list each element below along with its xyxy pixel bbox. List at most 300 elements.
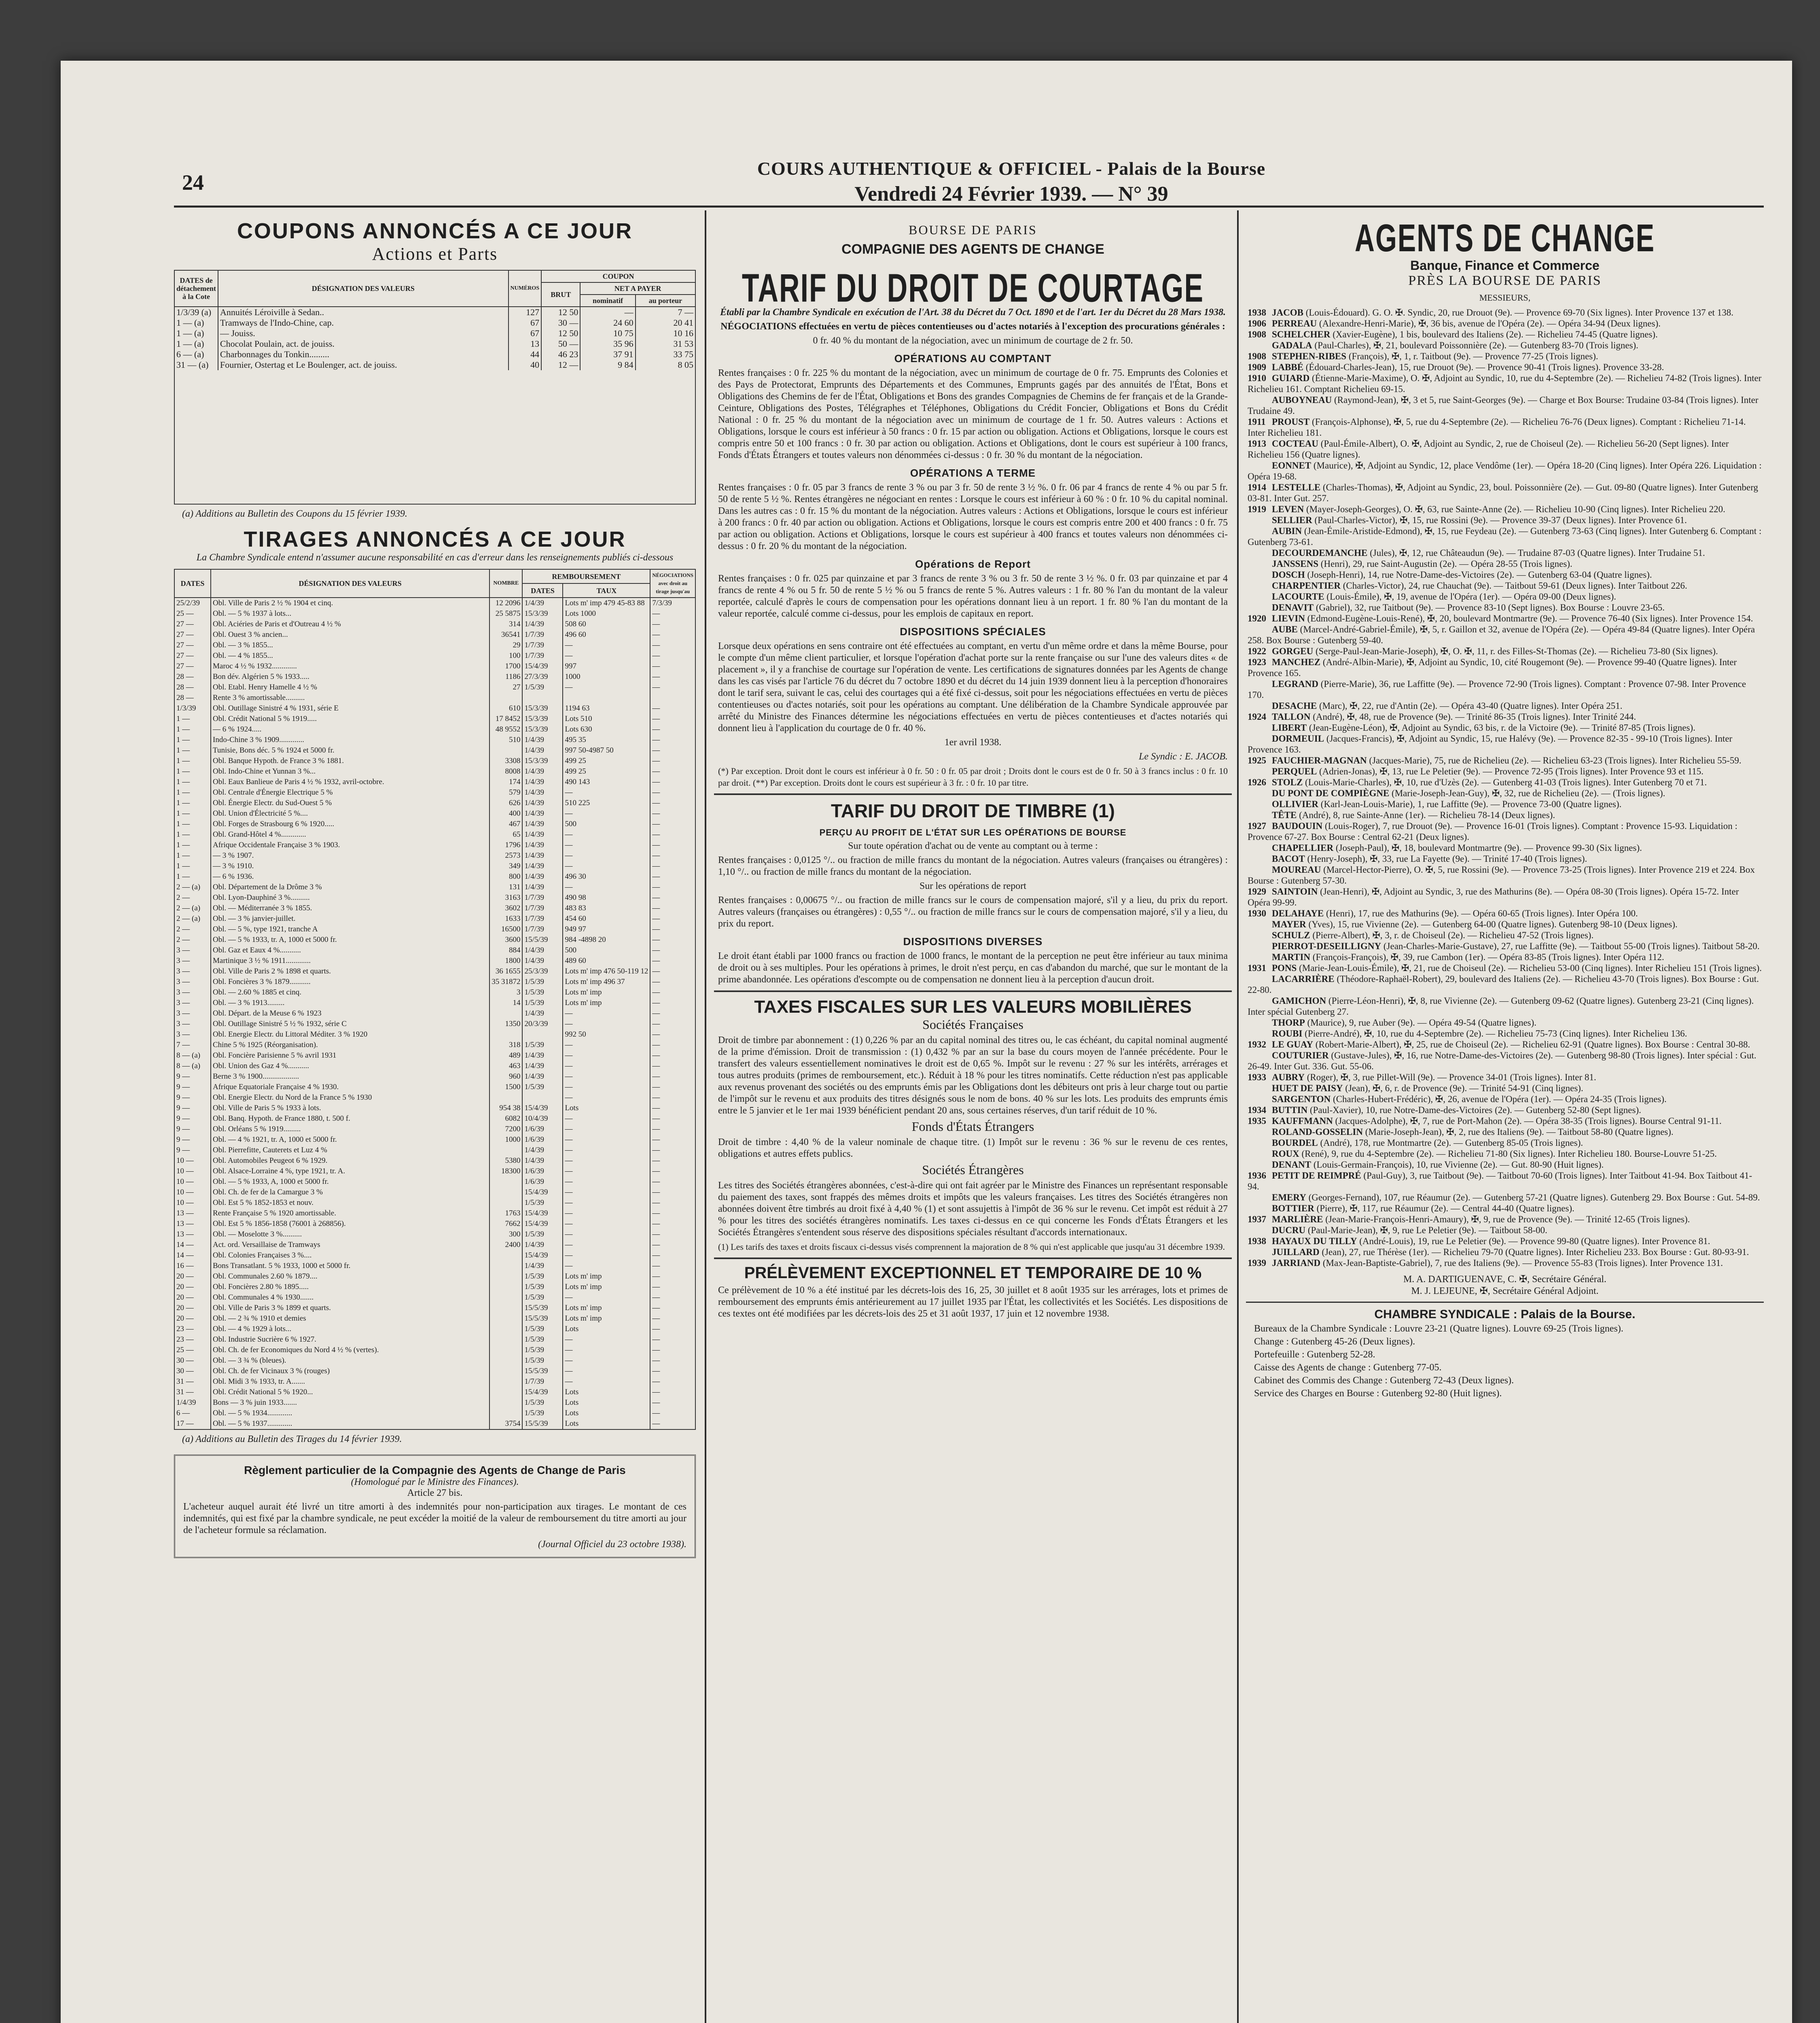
tirage-nego: — [650,914,695,924]
tirage-nombre: 610 [489,703,522,714]
tirage-nombre [489,1408,522,1419]
tirage-nego: — [650,1408,695,1419]
tirage-date: 1 — [174,872,211,882]
agent-name: BAUDOUIN [1272,821,1323,831]
tirage-taux: 500 [563,819,650,829]
tirage-taux: Lots 630 [563,724,650,735]
tirage-designation: Obl. — 5 % 1937 à lots... [211,609,489,619]
tirage-nego: — [650,1376,695,1387]
tirage-nego: — [650,872,695,882]
agent-details: (Édouard-Charles-Jean), 15, rue Drouot (9e). — Provence 90-41 (Trois lignes). Provence 33-28. [1305,362,1664,372]
tirage-date: 27 — [174,630,211,640]
agent-details: (Charles-Hubert-Frédéric), ✠, 26, avenue de l'Opéra (1er). — Opéra 24-35 (Trois lignes). [1333,1094,1667,1104]
tirage-nego: — [650,1103,695,1113]
agent-details: (Paul-Xavier), 10, rue Notre-Dame-des-Victoires (2e). — Gutenberg 52-80 (Sept lignes). [1309,1105,1641,1115]
coupons-subtitle: Actions et Parts [372,244,498,264]
tirage-remb-date: 1/5/39 [522,1040,563,1050]
tirage-remb-date: 1/7/39 [522,640,563,651]
tirage-designation: Obl. Banq. Hypoth. de France 1880, t. 500 f. [211,1113,489,1124]
agent-entry [1248,777,1762,788]
agent-year: 1911 [1248,417,1266,427]
timbre-text2: Rentes françaises : 0,00675 °/.. ou fraction de mille francs sur le cours de compensation majoré, s'il y a lieu, du prix du report. Autres valeurs (françaises ou étrangères) : 0,55 °/.. ou fraction de mille francs sur le cours de compensation majoré, s'il y a lieu, du prix du report. [718,895,1228,929]
tirage-nombre: 2573 [489,850,522,861]
agent-entry [1248,1137,1762,1148]
coupons-footnote: (a) Additions au Bulletin des Coupons du 15 février 1939. [174,504,696,524]
table-row [174,1166,695,1177]
tirage-date: 25/2/39 [174,598,211,609]
agent-name: EMERY [1272,1192,1306,1202]
agent-entry [1248,1192,1762,1203]
table-row [174,850,695,861]
agent-details: (Jacques-Adolphe), ✠, 7, rue de Port-Mahon (2e). — Opéra 38-35 (Trois lignes). Bourse Central 91-11. [1335,1116,1722,1126]
agents-adjoint: M. J. LEJEUNE, ✠, Secrétaire Général Adjoint. [1411,1286,1599,1296]
agent-name: SCHULZ [1272,930,1310,940]
tirage-nego: — [650,1282,695,1292]
tirage-taux: — [563,1355,650,1366]
tirage-remb-date: 15/5/39 [522,1419,563,1429]
agent-year: 1908 [1248,329,1266,339]
agent-details: (Marc), ✠, 22, rue d'Antin (2e). — Opéra 43-40 (Quatre lignes). Inter Opéra 251. [1319,701,1623,711]
tirage-remb-date: 1/4/39 [522,1008,563,1019]
table-row [174,798,695,808]
tirage-taux: 490 98 [563,893,650,903]
tirage-nombre: 3 [489,987,522,998]
agent-details: (Alexandre-Henri-Marie), ✠, 36 bis, avenue de l'Opéra (2e). — Opéra 34-94 (Deux lignes). [1319,318,1661,329]
tirage-remb-date: 1/5/39 [522,1355,563,1366]
tirage-taux: — [563,1376,650,1387]
agent-details: (Marcel-André-Gabriel-Émile), ✠, 5, r. Gaillon et 32, avenue de l'Opéra (2e). — Opéra 49-84 (Quatre lignes). Inter Opéra 258. Box Bourse : Gutenberg 59-40. [1248,624,1755,645]
agent-name: AUBE [1272,624,1298,634]
tirage-nombre: 626 [489,798,522,808]
tirage-taux: 997 [563,661,650,672]
agent-year: 1938 [1248,307,1266,318]
tirage-remb-date: 25/3/39 [522,966,563,977]
tirage-taux: — [563,1250,650,1261]
tirage-nego: — [650,893,695,903]
agent-entry [1248,646,1762,657]
timbre-subtitle: PERÇU AU PROFIT DE L'ÉTAT SUR LES OPÉRATIONS DE BOURSE [819,827,1127,838]
tirage-date: 27 — [174,640,211,651]
tirage-nego: — [650,651,695,661]
coupon-designation: Fournier, Ostertag et Le Boulenger, act. de jouiss. [218,360,508,370]
agent-entry [1248,438,1762,460]
tirage-nombre: 14 [489,998,522,1008]
tirage-remb-date: 1/5/39 [522,1397,563,1408]
tirage-remb-date: 15/3/39 [522,724,563,735]
coupon-brut: 12 50 [541,328,580,339]
agent-year: 1926 [1248,777,1266,787]
prelevement-text: Ce prélèvement de 10 % a été institué par les décrets-lois des 16, 25, 30 juillet et 8 août 1935 sur les arrérages, lots et primes de remboursement des emprunts émis antérieurement au 17 juillet 1935 par l'État, les collectivités et les Sociétés. Les dispositions de ces textes ont été modifiées par les décrets-lois des 25 et 31 août 1937, 17 juin et 12 novembre 1938. [718,1285,1228,1319]
table-row [174,1313,695,1324]
tirage-nego: — [650,1019,695,1029]
tirage-date: 14 — [174,1240,211,1250]
agent-entry [1248,853,1762,864]
tirage-nombre: 349 [489,861,522,872]
tirage-designation: — 3 % 1910. [211,861,489,872]
timbre-text1: Rentes françaises : 0,0125 °/.. ou fraction de mille francs du montant de la négociation. Autres valeurs (françaises ou étrangères) : 1,10 °/.. ou fraction de mille francs du montant de la négociation. [718,855,1228,877]
agent-name: BOTTIER [1272,1203,1314,1213]
tirage-designation: Obl. Ch. de fer Economiques du Nord 4 ½ % (vertes). [211,1345,489,1355]
tirage-nombre: 8008 [489,766,522,777]
agent-name: LE GUAY [1272,1039,1314,1050]
agent-name: MOUREAU [1272,865,1321,875]
tirage-nego: — [650,829,695,840]
table-row [174,609,695,619]
coupon-date: 31 — (a) [174,360,218,370]
tirage-date: 3 — [174,998,211,1008]
agent-entry [1248,482,1762,504]
tirage-taux: 499 25 [563,766,650,777]
tirage-taux: — [563,1008,650,1019]
comptant-title: OPÉRATIONS AU COMPTANT [894,352,1052,365]
tirage-date: 20 — [174,1282,211,1292]
tirage-nombre: 579 [489,787,522,798]
tirage-nombre: 1633 [489,914,522,924]
col-tirages-rdates: DATES [522,583,563,598]
agent-details: (Max-Jean-Baptiste-Gabriel), 7, rue des Italiens (9e). — Provence 55-83 (Trois lignes). Inter Provence 131. [1322,1258,1723,1268]
agent-details: (André), ✠, 48, rue de Provence (9e). — Trinité 86-35 (Trois lignes). Inter Trinité 244. [1313,712,1636,722]
tirage-nombre: 36 1655 [489,966,522,977]
table-row [174,872,695,882]
agent-details: (Louis-Émile), ✠, 19, avenue de l'Opéra (1er). — Opéra 09-00 (Deux lignes). [1326,592,1617,602]
coupon-designation: Chocolat Poulain, act. de jouiss. [218,339,508,349]
tirage-taux: — [563,1366,650,1376]
tirage-date: 28 — [174,682,211,693]
tirage-remb-date: 1/7/39 [522,1376,563,1387]
tirage-taux: Lots 1000 [563,609,650,619]
agent-year: 1935 [1248,1116,1266,1126]
col-porteur: au porteur [636,295,695,307]
tirage-nego: — [650,703,695,714]
tirage-nombre [489,1008,522,1019]
tirage-nombre: 1500 [489,1082,522,1092]
tirage-date: 3 — [174,956,211,966]
tirage-remb-date: 1/5/39 [522,1408,563,1419]
tirage-date: 13 — [174,1208,211,1219]
taxes-title: TAXES FISCALES SUR LES VALEURS MOBILIÈRES [754,997,1192,1017]
tarif-subtitle: Établi par la Chambre Syndicale en exécution de l'Art. 38 du Décret du 7 Oct. 1890 et de l'art. 1er du Décret du 28 Mars 1938. [720,307,1226,318]
tirage-remb-date: 15/4/39 [522,1187,563,1198]
tirage-nego: — [650,787,695,798]
chambre-line: Cabinet des Commis des Change : Gutenberg 72-43 (Deux lignes). [1254,1375,1514,1386]
tirage-designation: Indo-Chine 3 % 1909............. [211,735,489,745]
tirage-nombre [489,1397,522,1408]
report-title: Opérations de Report [915,558,1031,570]
agent-details: (Gabriel), 32, rue Taitbout (9e). — Provence 83-10 (Sept lignes). Box Bourse : Louvre 23-65. [1316,602,1665,613]
agent-year: 1923 [1248,657,1266,667]
agent-details: (Pierre-André), ✠, 10, rue du 4-Septembre (2e). — Richelieu 75-73 (Cinq lignes). Inter Richelieu 136. [1305,1028,1687,1039]
agent-details: (Jean-Eugène-Léon), ✠, Adjoint au Syndic, 63 bis, r. de la Victoire (9e). — Trinité 87-85 (Trois lignes). [1309,723,1695,733]
agent-name: DORMEUIL [1272,734,1324,744]
agent-entry [1248,1247,1762,1257]
tirage-date: 10 — [174,1166,211,1177]
agent-details: (André-Louis), 19, rue Le Peletier (9e). — Provence 99-80 (Quatre lignes). Inter Provence 81. [1359,1236,1710,1246]
agent-name: DENANT [1272,1160,1312,1170]
tirage-date: 10 — [174,1198,211,1208]
tirage-date: 3 — [174,987,211,998]
timbre-report-title: Sur les opérations de report [920,881,1026,891]
agent-entry [1248,1017,1762,1028]
col-nominatif: nominatif [580,295,635,307]
tirage-nombre [489,1198,522,1208]
tirage-date: 10 — [174,1187,211,1198]
table-row [174,1419,695,1429]
tirage-taux: 1194 63 [563,703,650,714]
table-row [174,360,695,370]
table-row [174,693,695,703]
agent-name: PROUST [1272,417,1310,427]
agent-entry [1248,930,1762,941]
col-coupon: COUPON [541,270,695,282]
tirage-date: 3 — [174,1029,211,1040]
tirage-taux: — [563,1145,650,1156]
tirage-nombre: 954 38 [489,1103,522,1113]
tirage-taux: — [563,1261,650,1271]
tirage-taux: Lots [563,1103,650,1113]
agent-name: KAUFFMANN [1272,1116,1333,1126]
agent-year: 1932 [1248,1039,1266,1050]
tirage-nombre [489,1376,522,1387]
agent-name: THORP [1272,1018,1305,1028]
tirage-taux: 508 60 [563,619,650,630]
tirage-remb-date: 1/6/39 [522,1134,563,1145]
col-tirages-remb: REMBOURSEMENT [522,569,650,583]
tirage-date: 3 — [174,945,211,956]
table-row [174,1292,695,1303]
tirage-designation: Obl. Industrie Sucrière 6 % 1927. [211,1334,489,1345]
agent-details: (André-Albin-Marie), ✠, Adjoint au Syndic, 10, cité Rougemont (9e). — Provence 99-40 (Quatre lignes). Inter Provence 165. [1248,657,1737,678]
agent-entry [1248,1105,1762,1115]
agent-details: (Paul-Charles), ✠, 21, boulevard Poissonnière (2e). — Gutenberg 83-70 (Trois lignes). [1314,340,1638,350]
tirage-taux: — [563,1061,650,1071]
tirage-designation: — 6 % 1936. [211,872,489,882]
tirage-designation: Obl. Alsace-Lorraine 4 %, type 1921, tr. A. [211,1166,489,1177]
table-row [174,1113,695,1124]
tirage-taux: — [563,1124,650,1134]
tirage-date: 20 — [174,1303,211,1313]
tirage-nego: — [650,1134,695,1145]
agent-name: LIEVIN [1272,613,1305,623]
coupon-nominatif: 35 96 [580,339,635,349]
tirage-taux: 454 60 [563,914,650,924]
tirage-date: 8 — (a) [174,1061,211,1071]
tarif-date: 1er avril 1938. [944,737,1002,748]
tirage-designation: Afrique Occidentale Française 3 % 1903. [211,840,489,850]
agent-name: BACOT [1272,854,1305,864]
page-date: Vendredi 24 Février 1939. — N° 39 [854,182,1168,206]
agent-entry [1248,842,1762,853]
agent-entry [1248,886,1762,908]
tirage-nombre: 1763 [489,1208,522,1219]
tirage-remb-date: 1/5/39 [522,1345,563,1355]
tirage-nombre [489,1282,522,1292]
section-rule [714,1257,1232,1259]
table-row [174,1397,695,1408]
tirage-nombre: 1186 [489,672,522,682]
tirage-nego: — [650,1313,695,1324]
agent-details: (Serge-Paul-Jean-Marie-Joseph), ✠, O. ✠, 11, r. des Filles-St-Thomas (2e). — Richelieu 73-80 (Six lignes). [1315,646,1718,656]
table-row [174,1029,695,1040]
tirage-nego: — [650,619,695,630]
agent-details: (Edmond-Eugène-Louis-René), ✠, 20, boulevard Montmartre (9e). — Provence 76-40 (Six lignes). Inter Provence 154. [1307,613,1753,623]
tirage-nombre: 12 2096 [489,598,522,609]
coupon-designation: Tramways de l'Indo-Chine, cap. [218,318,508,328]
table-row [174,966,695,977]
tirage-designation: Obl. Ville de Paris 3 % 1899 et quarts. [211,1303,489,1313]
table-row [174,1198,695,1208]
agent-details: (Roger), ✠, 3, rue Pillet-Will (9e). — Provence 34-01 (Trois lignes). Inter 81. [1307,1072,1596,1082]
agent-entry [1248,657,1762,679]
coupon-numero: 67 [508,318,542,328]
tirage-nombre: 36541 [489,630,522,640]
tirage-nego: — [650,1387,695,1397]
agent-name: EONNET [1272,460,1312,471]
table-row [174,1061,695,1071]
col-dates: DATES de détachement à la Cote [174,270,218,307]
agent-year: 1908 [1248,351,1266,361]
table-row [174,1145,695,1156]
tirage-remb-date [522,1029,563,1040]
tirage-remb-date: 1/4/39 [522,1145,563,1156]
table-row [174,956,695,966]
table-row [174,349,695,360]
table-row [174,714,695,724]
tirage-designation: Obl. — 2 ¾ % 1910 et demies [211,1313,489,1324]
tirage-designation: Obl. Outillage Sinistré 4 % 1931, série E [211,703,489,714]
agent-year: 1931 [1248,963,1266,973]
table-row [174,1345,695,1355]
agent-entry [1248,788,1762,799]
tirage-date: 1 — [174,777,211,787]
table-row [174,1177,695,1187]
coupon-nominatif: 37 91 [580,349,635,360]
agents-subtitle2: PRÈS LA BOURSE DE PARIS [1408,273,1602,288]
tirage-nombre: 7200 [489,1124,522,1134]
agent-year: 1924 [1248,712,1266,722]
agent-entry [1248,569,1762,580]
agent-name: MARLIÈRE [1272,1214,1323,1224]
tirage-nombre: 1700 [489,661,522,672]
tirage-nombre: 48 9552 [489,724,522,735]
tirage-taux: Lots m' imp [563,987,650,998]
tirage-designation: Obl. — 4 % 1929 à lots... [211,1324,489,1334]
tirage-designation: Obl. Crédit National 5 % 1919..... [211,714,489,724]
agent-name: DENAVIT [1272,602,1314,613]
tirage-taux: Lots 510 [563,714,650,724]
table-row [174,903,695,914]
agent-year: 1920 [1248,613,1266,623]
agent-entry [1248,1028,1762,1039]
agent-year: 1934 [1248,1105,1266,1115]
agent-details: (Étienne-Marie-Maxime), O. ✠, Adjoint au Syndic, 10, rue du 4-Septembre (2e). — Richelieu 74-82 (Trois lignes). Inter Richelieu 161. Comptant Richelieu 69-15. [1248,373,1762,394]
tirage-nombre: 960 [489,1071,522,1082]
tirage-nego: — [650,1156,695,1166]
tirage-remb-date: 1/4/39 [522,777,563,787]
tirage-nombre: 1350 [489,1019,522,1029]
agent-details: (Marie-Jean-Louis-Émile), ✠, 21, rue de Choiseul (2e). — Richelieu 53-00 (Cinq lignes). Inter Richelieu 151 (Trois lignes). [1299,963,1762,973]
tirage-date: 7 — [174,1040,211,1050]
agent-entry [1248,591,1762,602]
agent-name: MANCHEZ [1272,657,1321,667]
tirage-taux: Lots [563,1387,650,1397]
tirage-designation: Obl. Ch. de fer de la Camargue 3 % [211,1187,489,1198]
tirage-designation: Tunisie, Bons déc. 5 % 1924 et 5000 fr. [211,745,489,756]
table-row [174,307,695,318]
tirage-nego: — [650,1145,695,1156]
tirage-nego: — [650,1292,695,1303]
agent-entry [1248,1170,1762,1192]
agent-entry [1248,602,1762,613]
tirage-taux: — [563,808,650,819]
agent-name: CHARPENTIER [1272,581,1341,591]
chambre-title: CHAMBRE SYNDICALE : Palais de la Bourse. [1374,1308,1636,1321]
table-row [174,1071,695,1082]
tirage-remb-date: 27/3/39 [522,672,563,682]
tirage-designation: Obl. Eaux Banlieue de Paris 4 ½ % 1932, avril-octobre. [211,777,489,787]
tirage-nego: — [650,987,695,998]
tirage-designation: Obl. Est 5 % 1856-1858 (76001 à 268856). [211,1219,489,1229]
tirage-date: 1 — [174,819,211,829]
agent-year: 1929 [1248,886,1266,897]
tirage-nombre: 467 [489,819,522,829]
coupons-table [174,270,696,370]
agent-entry [1248,755,1762,766]
tirage-nego: — [650,1397,695,1408]
tirage-nego: — [650,1092,695,1103]
tarif-exceptions: (*) Par exception. Droit dont le cours est inférieur à 0 fr. 50 : 0 fr. 05 par droit ; Droits dont le cours est de 0 fr. 50 à 3 francs inclus : 0 fr. 10 par droit. (**) Par exception. Droits dont le cours est supérieur à 3 fr. : 0 fr. 10 par titre. [718,766,1228,788]
coupon-nominatif: — [580,307,635,318]
agent-name: COCTEAU [1272,439,1319,449]
tirage-taux: — [563,1208,650,1219]
report-text: Rentes françaises : 0 fr. 025 par quinzaine et par 3 francs de rente 3 % ou 3 fr. 50 de rente 3 ½ %. 0 fr. 03 par quinzaine et par 4 francs de rente 4 % ou 5 fr. 50 de rente 5 ½ % ou 5 francs de rente 5 %. Autres valeurs : 1 fr. 80 % l'an du montant de la valeur reportée, calculé d'après le cours de compensation pour les opérations donnant lieu à un report. 1 fr. 80 % l'an du montant de la valeur reportée, calculé comme ci-dessus, pour les emplois de capitaux en report. [718,573,1228,619]
coupons-title: COUPONS ANNONCÉS A CE JOUR [237,219,633,243]
agent-details: (Louis-Édouard). G. O. ✠. Syndic, 20, rue Drouot (9e). — Provence 69-70 (Six lignes). Inter Provence 137 et 138. [1305,307,1733,318]
tirage-date: 2 — (a) [174,914,211,924]
tirage-taux: Lots [563,1397,650,1408]
agent-name: SAINTOIN [1272,886,1318,897]
tirage-designation: Maroc 4 ½ % 1932............. [211,661,489,672]
tirage-taux: — [563,1071,650,1082]
section-rule [1246,1302,1764,1303]
agent-entry [1248,1083,1762,1094]
coupon-numero: 67 [508,328,542,339]
agent-name: DECOURDEMANCHE [1272,548,1368,558]
agent-entry [1248,711,1762,722]
tirage-designation: Obl. Est 5 % 1852-1853 et nouv. [211,1198,489,1208]
tirage-nego: — [650,1040,695,1050]
tirage-remb-date: 20/3/39 [522,1019,563,1029]
tirage-nego: — [650,1324,695,1334]
tirage-date: 1/3/39 [174,703,211,714]
agent-details: (Yves), 15, rue Vivienne (2e). — Gutenberg 64-00 (Quatre lignes). Gutenberg 98-10 (Deux lignes). [1308,919,1678,929]
coupons-table-blank [174,370,696,504]
tirage-taux: Lots m' imp [563,998,650,1008]
table-row [174,1092,695,1103]
tirage-taux: — [563,1166,650,1177]
soc-fr-title: Sociétés Françaises [922,1017,1023,1032]
tirage-designation: Obl. Energie Electr. du Littoral Méditer. 3 % 1920 [211,1029,489,1040]
tirage-nego: — [650,1061,695,1071]
tirage-remb-date: 15/3/39 [522,756,563,766]
table-row [174,1366,695,1376]
column-middle [714,210,1232,2023]
table-row [174,756,695,766]
tirage-nego: — [650,1008,695,1019]
tirage-date: 25 — [174,609,211,619]
tirage-taux: Lots m' imp [563,1271,650,1282]
tirage-taux: — [563,840,650,850]
tirage-taux: — [563,861,650,872]
